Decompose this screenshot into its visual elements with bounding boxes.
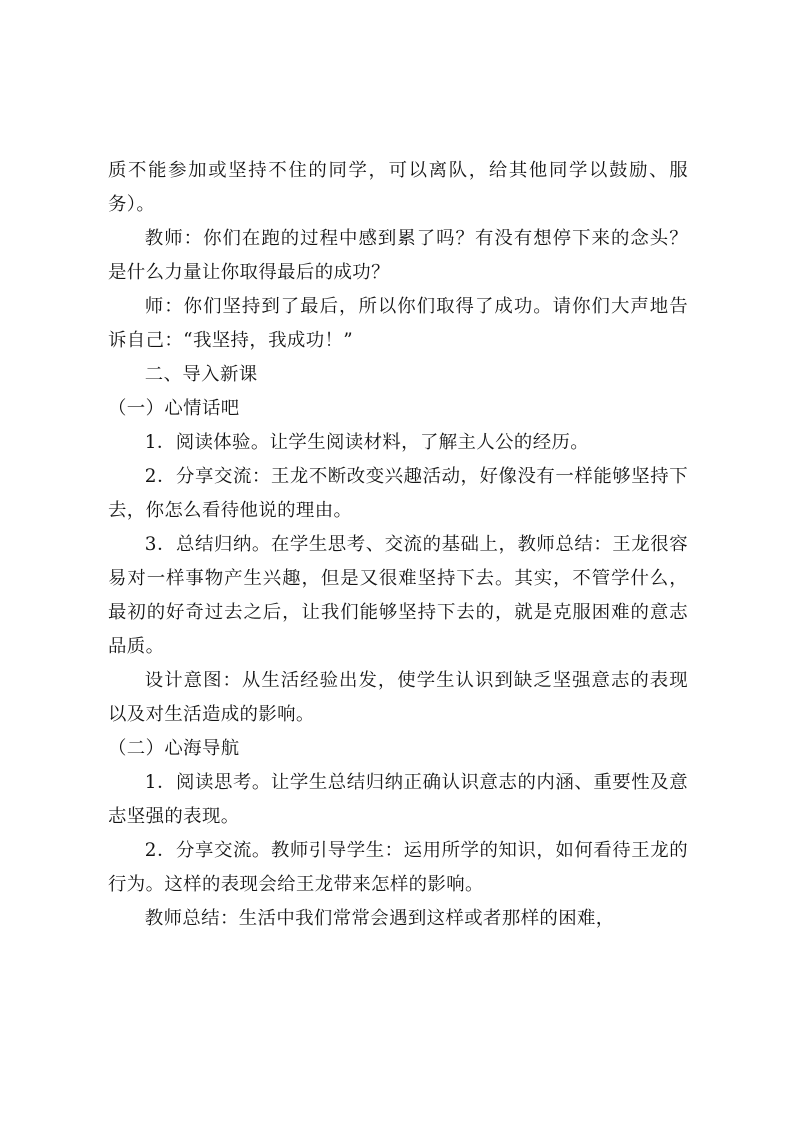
subsection-heading-mood-bar: （一）心情话吧 [108, 398, 240, 419]
paragraph-step-1-reading: 1．阅读体验。让学生阅读材料，了解主人公的经历。 [144, 432, 590, 453]
subsection-heading-navigation: （二）心海导航 [108, 738, 240, 759]
paragraph-teacher-question: 教师：你们在跑的过程中感到累了吗？有没有想停下来的念头？是什么力量让你取得最后的成功？ [108, 228, 688, 283]
paragraph-step-1-thinking: 1．阅读思考。让学生总结归纳正确认识意志的内涵、重要性及意志坚强的表现。 [108, 772, 688, 827]
document-body [108, 154, 688, 936]
paragraph-design-intent: 设计意图：从生活经验出发，使学生认识到缺乏坚强意志的表现以及对生活造成的影响。 [108, 670, 688, 725]
paragraph-step-2-exchange: 2．分享交流。教师引导学生：运用所学的知识，如何看待王龙的行为。这样的表现会给王龙带来怎样的影响。 [108, 840, 688, 895]
paragraph-continuation: 质不能参加或坚持不住的同学，可以离队，给其他同学以鼓励、服务）。 [108, 160, 688, 215]
paragraph-step-3-summary: 3．总结归纳。在学生思考、交流的基础上，教师总结：王龙很容易对一样事物产生兴趣，但是又很难坚持下去。其实，不管学什么，最初的好奇过去之后，让我们能够坚持下去的，就是克服困难的意志品质。 [108, 534, 688, 657]
section-heading-new-lesson: 二、导入新课 [144, 364, 258, 385]
paragraph-step-2-sharing: 2．分享交流：王龙不断改变兴趣活动，好像没有一样能够坚持下去，你怎么看待他说的理由。 [108, 466, 688, 521]
paragraph-teacher-summary: 教师总结：生活中我们常常会遇到这样或者那样的困难， [144, 908, 615, 929]
paragraph-teacher-encourage: 师：你们坚持到了最后，所以你们取得了成功。请你们大声地告诉自己：“我坚持，我成功！” [108, 296, 688, 351]
